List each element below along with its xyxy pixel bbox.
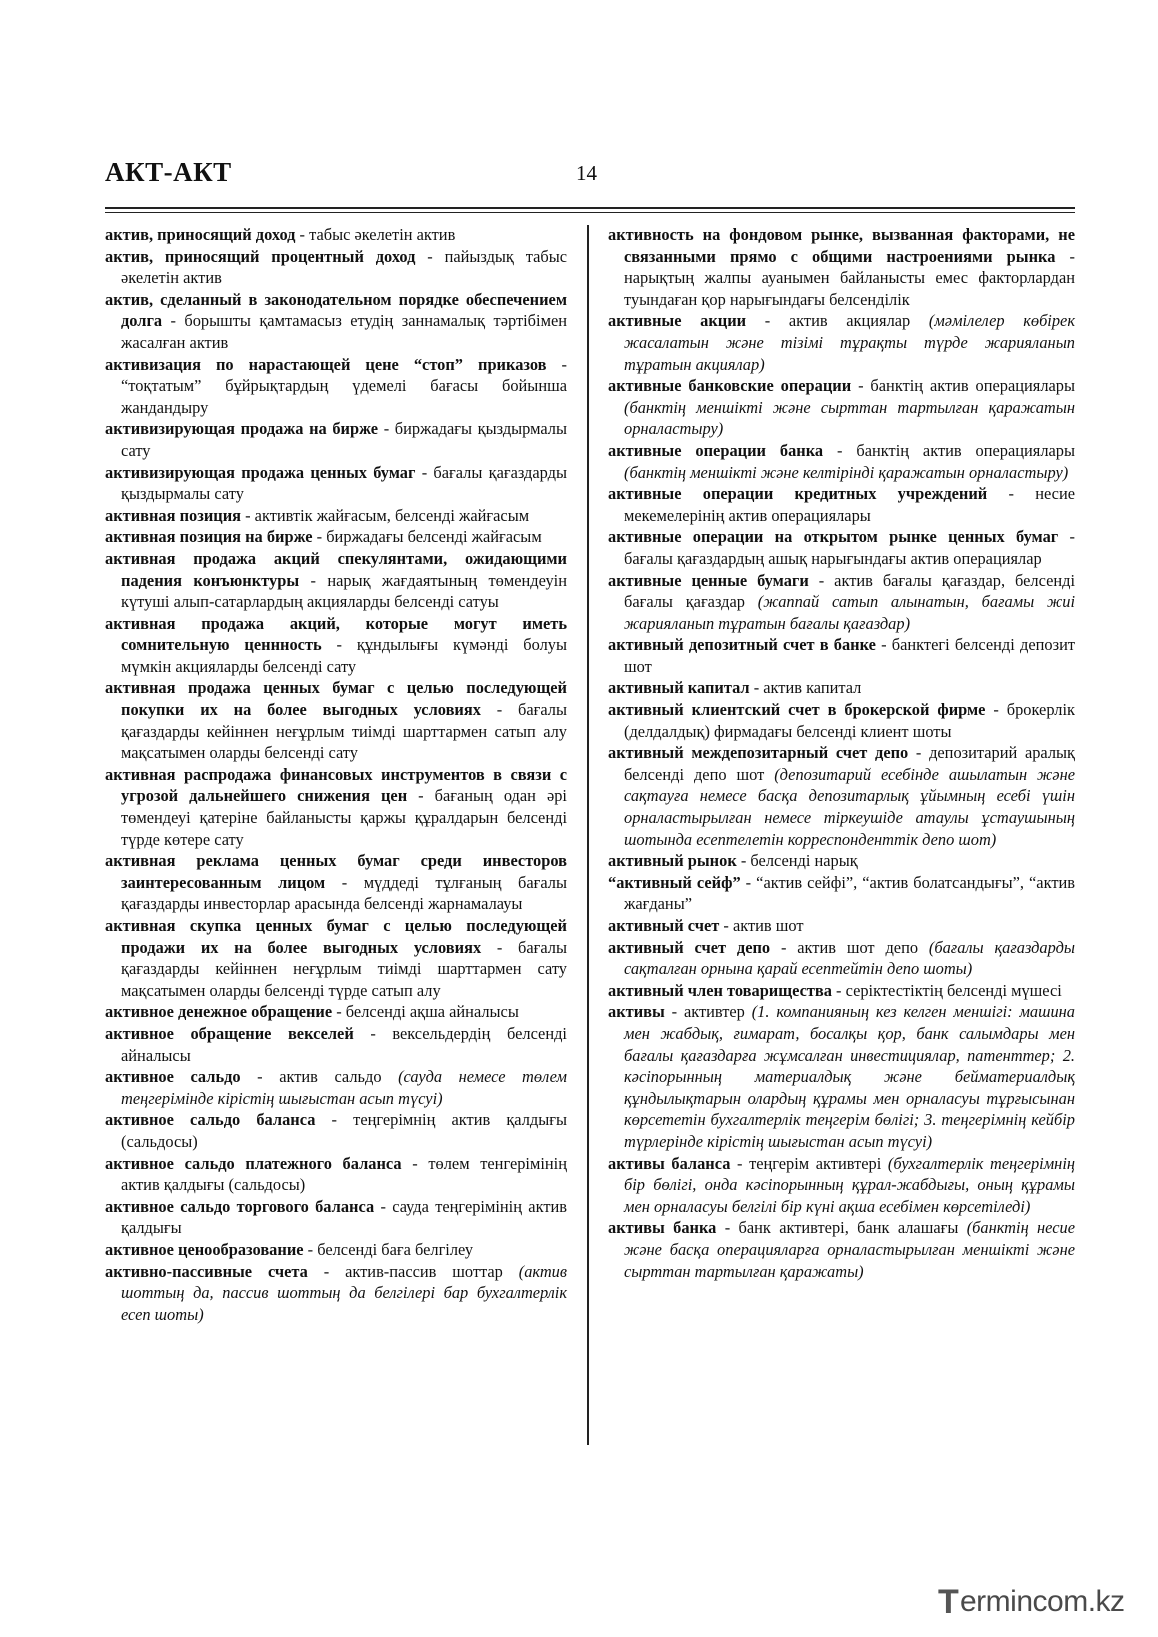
dictionary-entry [105,850,567,915]
page-number: 14 [576,161,597,185]
entry-definition: - активтер [664,1002,752,1022]
entry-term: актив, приносящий процентный доход [105,246,416,266]
entry-definition: - пайыздық табыс әкелетін актив [121,246,567,288]
entry-term: активный рынок [608,851,737,871]
dictionary-entry [105,677,567,763]
header-rule-thick [105,207,1075,209]
entry-definition: - бағалы қағаздарды кейіннен неғұрлым тиімді шарттармен сатып алу мақсатымен оларды белсенді сату [121,700,567,763]
entry-definition: - нарықтың жалпы ауанымен байланысты емес факторлардан туындаған қор нарығындағы белсенділік [624,246,1075,309]
dictionary-entry [105,246,567,289]
entry-term: активная реклама ценных бумаг среди инвесторов заинтересованным лицом [105,851,567,892]
entry-term: активная скупка ценных бумаг с целью последующей продажи их на более выгодных условиях [105,916,567,957]
dictionary-entry [608,850,1075,872]
dictionary-entry [608,677,1075,699]
entry-term: активные ценные бумаги [608,570,809,590]
dictionary-entry [105,505,567,527]
dictionary-entry [608,310,1075,375]
entry-term: активное ценообразование [105,1239,304,1259]
entry-term: активная позиция на бирже [105,527,313,547]
entry-definition: - сауда теңгерімінің актив қалдығы [121,1196,567,1238]
dictionary-entry [105,764,567,850]
dictionary-entry [608,634,1075,677]
entry-term: активно-пассивные счета [105,1261,308,1281]
dictionary-entry [608,872,1075,915]
dictionary-entry [608,440,1075,483]
entry-term: активный счет депо [608,937,771,957]
entry-term: активный депозитный счет в банке [608,635,876,655]
entry-term: активы банка [608,1218,717,1238]
entry-term: активное сальдо [105,1067,241,1087]
entry-definition: - банктің актив операциялары [851,376,1075,396]
right-column [608,224,1075,1282]
entry-definition: - белсенді баға белгілеу [303,1239,474,1259]
entry-definition: - табыс әкелетін актив [295,225,456,244]
entry-definition: - банктің актив операциялары [823,440,1075,460]
entry-term: активная продажа ценных бумаг с целью последующей покупки их на более выгодных условиях [105,678,567,720]
entry-term: актив, сделанный в законодательном порядке обеспечением долга [105,289,567,331]
entry-term: активная продажа акций, которые могут иметь сомнительную ценнность [105,613,567,655]
entry-definition: - вексельдердің белсенді айналысы [121,1023,567,1065]
entry-definition: - мүддеді тұлғаның бағалы қағаздарды инвесторлар арасында белсенді жарнамалауы [121,872,567,914]
entry-note: (сауда немесе төлем теңгерімінде кірістің шығыстан асып түсуі) [121,1067,567,1108]
entry-definition: - депозитарий аралық белсенді депо шот [624,743,1075,784]
entry-definition: - борышты қамтамасыз етудің заннамалық тәртібімен жасалған актив [121,311,567,352]
entry-definition: - актив-пассив шоттар [307,1261,519,1281]
dictionary-entry [105,613,567,678]
entry-definition: - брокерлік (делдалдық) фирмадағы белсенді клиент шоты [624,700,1076,741]
entry-note: (банктің меншікті және сырттан тартылған қаражатын орналастыру) [624,397,1075,439]
entry-term: активная продажа акций спекулянтами, ожидающими падения конъюнктуры [105,548,567,590]
entry-definition: - банктегі белсенді депозит шот [624,635,1075,676]
dictionary-entry [105,418,567,461]
entry-term: активные операции банка [608,440,824,460]
entry-term: активы [608,1002,665,1022]
entry-note: (бағалы қағаздарды сақталған орнына қарай есептейтін депо шоты) [624,937,1075,979]
entry-definition: - нарық жағдаятының төмендеуін күтуші алып-сатарлардың акцияларды белсенді сатуы [121,570,568,612]
entry-term: актив, приносящий доход [105,225,296,244]
dictionary-entry [608,699,1075,742]
dictionary-entry [105,1196,567,1239]
entry-definition: - актив акциялар [746,311,929,331]
dictionary-entry [608,1153,1075,1218]
entry-note: (банктің меншікті және келтірінді қаражатын орналастыру) [624,462,1069,482]
entry-note: (банктің несие және басқа операцияларға орналастырылған меншікті және сырттан тартылған қаражаты) [624,1218,1075,1281]
dictionary-entry [105,1239,567,1261]
entry-term: активные операции кредитных учреждений [608,484,988,504]
dictionary-entry [105,462,567,505]
dictionary-entry [608,915,1075,937]
column-divider [587,225,589,1445]
entry-term: активизирующая продажа на бирже [105,419,379,439]
entry-definition: - банк активтері, банк алашағы [716,1218,967,1238]
dictionary-entry [608,1001,1075,1152]
entry-definition: - құндылығы күмәнді болуы мүмкін акцияларды белсенді сату [121,635,568,676]
entry-term: активное сальдо платежного баланса [105,1153,402,1173]
entry-term: активность на фондовом рынке, вызванная факторами, не связанными прямо с общими настроениями рынка [608,225,1075,266]
entry-definition: - биржадағы қыздырмалы сату [121,419,567,460]
entry-term: активное сальдо баланса [105,1110,316,1130]
watermark-site-name: ermincom.kz [960,1585,1125,1618]
dictionary-entry [608,980,1075,1002]
entry-note: (актив шоттың да, пассив шоттың да белгілері бар бухгалтерлік есеп шоты) [121,1261,567,1324]
entry-note: (1. компанияның кез келген меншігі: машина мен жабдық, ғимарат, босалқы қор, банк салымдары мен бағалы қағаздарға жұмсалған инвестициялар, патенттер; 2. кәсіпорынның материалдық және бейматериалдық құндылықтарын олардың құрамы мен орналасуы тұрғысынан көрсететін бухгалтерлік теңгерім бөлігі; 3. теңгерімнің кейбір түрлерінде кірістің шығыстан асып түсуі) [624,1002,1075,1151]
entry-definition: - бағаның одан әрі төмендеуі қатеріне байланысты қаржы құралдарын белсенді түрде көтере сату [121,786,567,849]
entry-term: активизация по нарастающей цене “стоп” приказов [105,354,547,374]
entry-term: активное денежное обращение [105,1002,333,1022]
entry-term: активы баланса [608,1153,731,1173]
entry-definition: - актив шот [719,916,804,935]
entry-definition: - бағалы қағаздардың ашық нарығындағы актив операциялар [624,527,1076,568]
dictionary-entry [105,1001,567,1023]
dictionary-entry [608,375,1075,440]
entry-definition: - актив капитал [749,678,862,698]
header-rule-thin [105,212,1075,213]
entry-definition: - бағалы қағаздарды кейіннен неғұрлым тиімді шарттармен сату мақсатымен оларды белсенді түрде сатып алу [121,937,567,1000]
entry-term: активное сальдо торгового баланса [105,1196,375,1216]
entry-term: активный капитал [608,678,750,698]
entry-definition: - төлем тенгерімінің актив қалдығы (сальдосы) [121,1153,567,1195]
dictionary-entry [105,1023,567,1066]
entry-term: активные банковские операции [608,376,852,396]
entry-term: активный член товарищества [608,980,832,1000]
entry-note: (жаппай сатып алынатын, бағамы жиі жарияланып тұратын бағалы қағаздар) [624,592,1075,633]
dictionary-entry [608,742,1075,850]
dictionary-entry [105,548,567,613]
page-header-title: АКТ-АКТ [105,157,232,187]
dictionary-entry [608,224,1075,310]
watermark-logo-letter: T [938,1583,959,1621]
entry-term: активная позиция [105,505,242,525]
entry-definition: - актив шот депо [770,937,929,957]
entry-definition: - белсенді нарық [736,851,858,871]
entry-definition: - биржадағы белсенді жайғасым [312,527,542,547]
dictionary-entry [608,483,1075,526]
entry-note: (депозитарий есебінде ашылатын және сақтауға немесе басқа депозитарлық ұйымның есебі үшін орналастырылған немесе тіркеушіде атаулы ұстаушының шотында есептелетін корреспонденттік депо шот) [624,764,1075,849]
entry-term: активизирующая продажа ценных бумаг [105,462,416,482]
dictionary-entry [105,224,567,246]
dictionary-entry [105,1153,567,1196]
entry-term: активные операции на открытом рынке ценных бумаг [608,527,1059,547]
entry-definition: - теңгерімнің актив қалдығы (сальдосы) [121,1110,567,1151]
entry-definition: - “тоқтатым” бұйрықтардың үдемелі бағасы бойынша жандандыру [121,354,568,417]
dictionary-entry [105,526,567,548]
entry-term: активная распродажа финансовых инструментов в связи с угрозой дальнейшего снижения цен [105,764,567,806]
entry-definition: - актив сальдо [240,1067,399,1087]
entry-definition: - серіктестіктің белсенді мүшесі [831,980,1062,1000]
entry-note: (бухгалтерлік теңгерімнің бір бөлігі, онда кәсіпорынның құрал-жабдығы, оның құрамы мен орналасуы белгілі бір күні ақша есебімен көрсетіледі) [624,1153,1075,1216]
dictionary-entry [105,289,567,354]
dictionary-entry [105,1066,567,1109]
entry-note: (мәмілелер көбірек жасалатын және тізімі тұрақты түрде жарияланып тұратын акциялар) [624,311,1075,374]
entry-definition: - “актив сейфі”, “актив болатсандығы”, “актив жағданы” [624,872,1075,914]
entry-definition: - белсенді ақша айналысы [332,1002,519,1022]
entry-definition: - теңгерім активтері [730,1153,888,1173]
dictionary-entry [608,937,1075,980]
dictionary-entry [105,1109,567,1152]
entry-term: “активный сейф” [608,872,741,892]
dictionary-entry [608,526,1075,569]
left-column [105,224,567,1325]
entry-definition: - актив бағалы қағаздар, белсенді бағалы қағаздар [624,570,1076,612]
entry-term: активные акции [608,311,747,331]
entry-definition: - бағалы қағаздарды қыздырмалы сату [121,462,567,504]
dictionary-entry [105,1261,567,1326]
entry-definition: - несие мекемелерінің актив операциялары [624,484,1075,525]
entry-term: активное обращение векселей [105,1023,354,1043]
dictionary-entry [105,915,567,1001]
dictionary-entry [608,570,1075,635]
entry-term: активный счет [608,916,720,935]
dictionary-entry [105,354,567,419]
dictionary-entry [608,1217,1075,1282]
entry-term: активный клиентский счет в брокерской фирме [608,700,986,720]
entry-term: активный междепозитарный счет депо [608,743,909,763]
entry-definition: - активтік жайғасым, белсенді жайғасым [241,505,530,525]
